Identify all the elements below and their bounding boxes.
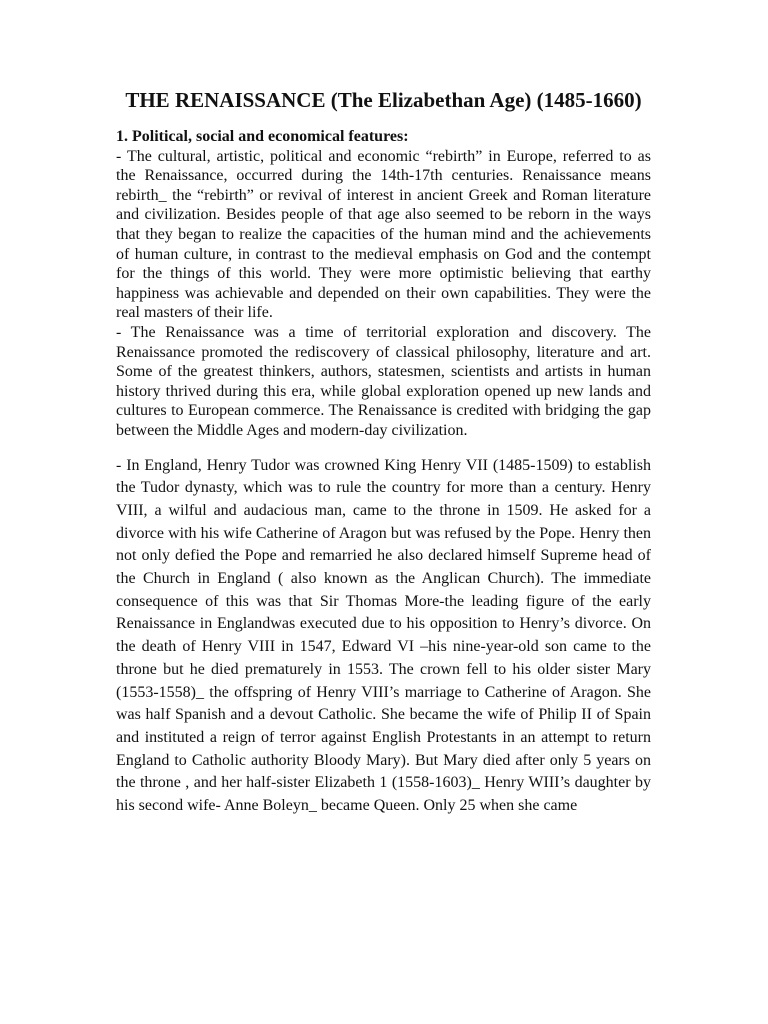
paragraph-exploration: - The Renaissance was a time of territorial exploration and discovery. The Renaissance promoted the rediscovery of classical philosophy, literature and art. Some of the greatest thinkers, authors, statesmen, scientists and artists in human history thrived during this era, while global exploration opened up new lands and cultures to European commerce. The Renaissance is credited with bridging the gap between the Middle Ages and modern-day civilization. <box>116 323 651 439</box>
section-heading: 1. Political, social and economical features: <box>116 128 409 145</box>
paragraph-rebirth: - The cultural, artistic, political and economic “rebirth” in Europe, referred to as the Renaissance, occurred during the 14th-17th centuries. Renaissance means rebirth_ the “rebirth” or revival of interest in ancient Greek and Roman literature and civilization. Besides people of that age also seemed to be reborn in the ways that they began to realize the capacities of the human mind and the achievements of human culture, in contrast to the medieval emphasis on God and the contempt for the things of this world. They were more optimistic believing that earthy happiness was achievable and depended on their own capabilities. They were the real masters of their life. <box>116 147 651 322</box>
paragraph-tudor-england: - In England, Henry Tudor was crowned King Henry VII (1485-1509) to establish the Tudor dynasty, which was to rule the country for more than a century. Henry VIII, a wilful and audacious man, came to the throne in 1509. He asked for a divorce with his wife Catherine of Aragon but was refused by the Pope. Henry then not only defied the Pope and remarried he also declared himself Supreme head of the Church in England ( also known as the Anglican Church). The immediate consequence of this was that Sir Thomas More-the leading figure of the early Renaissance in Englandwas executed due to his opposition to Henry’s divorce. On the death of Henry VIII in 1547, Edward VI –his nine-year-old son came to the throne but he died prematurely in 1553. The crown fell to his older sister Mary (1553-1558)_ the offspring of Henry VIII’s marriage to Catherine of Aragon. She was half Spanish and a devout Catholic. She became the wife of Philip II of Spain and instituted a reign of terror against English Protestants in an attempt to return England to Catholic authority Bloody Mary). But Mary died after only 5 years on the throne , and her half-sister Elizabeth 1 (1558-1603)_ Henry WIII’s daughter by his second wife- Anne Boleyn_ became Queen. Only 25 when she came <box>116 456 651 815</box>
page-title: THE RENAISSANCE (The Elizabethan Age) (1485-1660) <box>125 88 642 112</box>
document-page <box>116 88 651 818</box>
